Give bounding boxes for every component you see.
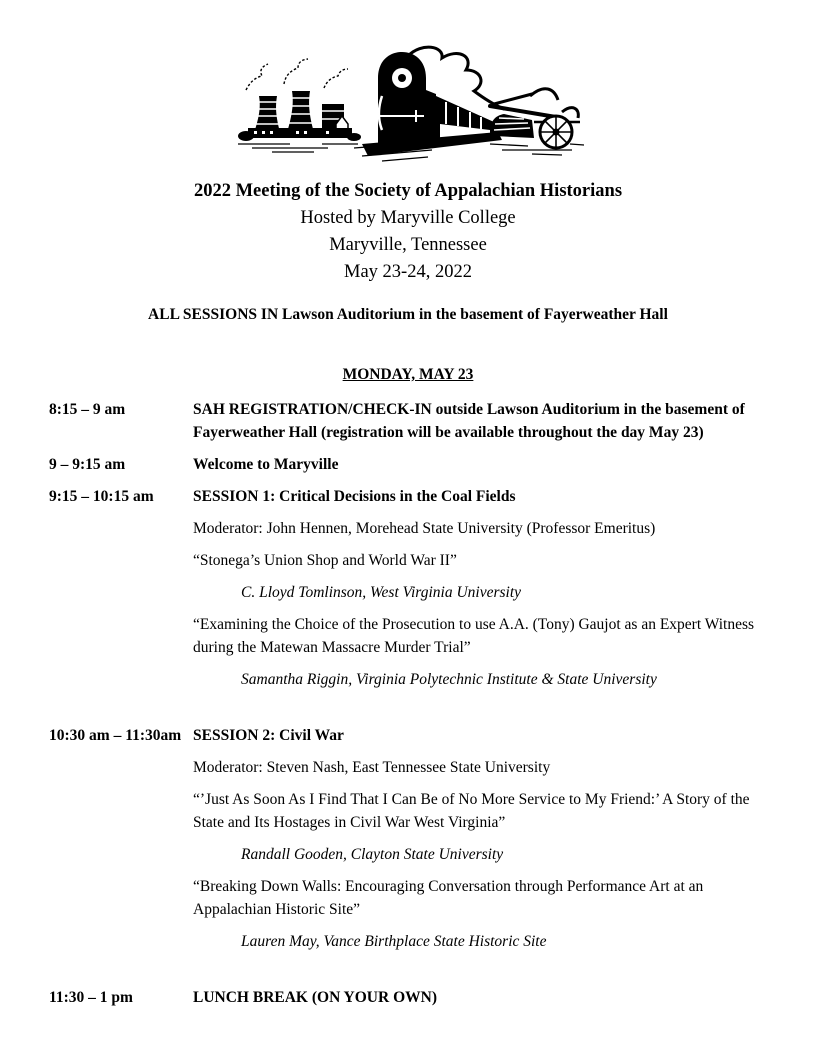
- entry-title: SESSION 2: Civil War: [193, 727, 344, 744]
- venue-note: ALL SESSIONS IN Lawson Auditorium in the basement of Fayerweather Hall: [148, 306, 668, 323]
- entry-content: [193, 986, 767, 1018]
- document-header: [49, 178, 767, 286]
- presenter-name: Lauren May, Vance Birthplace State Historic Site: [241, 933, 547, 950]
- schedule-entry: [49, 453, 767, 485]
- schedule-entry: [49, 485, 767, 700]
- horse-drawn-plow-icon: [490, 89, 584, 155]
- entry-title: LUNCH BREAK (ON YOUR OWN): [193, 989, 437, 1006]
- entry-title: Welcome to Maryville: [193, 456, 339, 473]
- location-line: Maryville, Tennessee: [329, 235, 487, 255]
- entry-content: [193, 398, 767, 453]
- day-heading: MONDAY, MAY 23: [342, 366, 474, 383]
- entry-content: [193, 485, 767, 700]
- dates-line: May 23-24, 2022: [344, 262, 472, 282]
- entry-title: SESSION 1: Critical Decisions in the Coal Fields: [193, 488, 516, 505]
- entry-paragraph: “Stonega’s Union Shop and World War II”: [193, 552, 457, 569]
- document-title: 2022 Meeting of the Society of Appalachian Historians: [193, 181, 623, 201]
- schedule-entry: [49, 986, 767, 1018]
- entry-paragraph: Moderator: John Hennen, Morehead State University (Professor Emeritus): [193, 520, 656, 537]
- entry-paragraph: “’Just As Soon As I Find That I Can Be of No More Service to My Friend:’ A Story of the State and Its Hostages in Civil War West Virginia”: [193, 791, 750, 831]
- entry-time: 11:30 – 1 pm: [49, 989, 133, 1006]
- entry-content: [193, 724, 767, 962]
- entry-time: 8:15 – 9 am: [49, 401, 126, 418]
- host-line: Hosted by Maryville College: [300, 208, 516, 228]
- entry-time: 9:15 – 10:15 am: [49, 488, 154, 505]
- presenter-name: Randall Gooden, Clayton State University: [241, 846, 504, 863]
- entry-content: [193, 453, 767, 485]
- presenter-name: Samantha Riggin, Virginia Polytechnic Institute & State University: [241, 671, 657, 688]
- schedule-entry: [49, 724, 767, 962]
- entry-time: 10:30 am – 11:30am: [49, 727, 182, 744]
- schedule-entry: [49, 398, 767, 453]
- presenter-name: C. Lloyd Tomlinson, West Virginia University: [241, 584, 522, 601]
- entry-paragraph: “Breaking Down Walls: Encouraging Conversation through Performance Art at an Appalachian Historic Site”: [193, 878, 704, 918]
- industry-towers-icon: [238, 59, 361, 152]
- train-illustration: [232, 44, 584, 166]
- header-illustration-wrap: [49, 0, 767, 166]
- steam-locomotive-icon: [354, 47, 504, 161]
- entry-paragraph: Moderator: Steven Nash, East Tennessee State University: [193, 759, 551, 776]
- entry-paragraph: “Examining the Choice of the Prosecution to use A.A. (Tony) Gaujot as an Expert Witness during the Matewan Massacre Murder Trial”: [193, 616, 755, 656]
- entry-title: SAH REGISTRATION/CHECK-IN outside Lawson Auditorium in the basement of Fayerweather Hall (registration will be available throughout the day May 23): [193, 401, 745, 441]
- entry-time: 9 – 9:15 am: [49, 456, 126, 473]
- schedule-entries: [49, 398, 767, 1018]
